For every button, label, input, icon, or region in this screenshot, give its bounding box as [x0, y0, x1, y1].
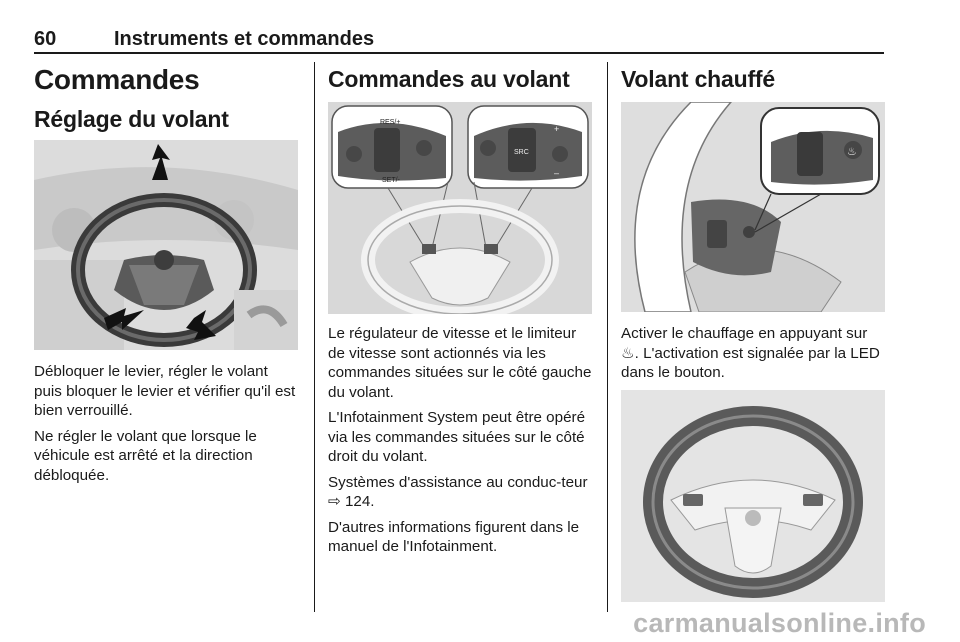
res-label: RES/+	[380, 119, 401, 126]
steering-adjust-illustration	[34, 140, 298, 350]
assistance-paragraph: Systèmes d'assistance au conduc-teur ⇨ 124.	[328, 473, 588, 510]
column-divider-1	[314, 62, 315, 612]
more-info-paragraph: D'autres informations figurent dans le manuel de l'Infotainment.	[328, 518, 580, 555]
col2-text	[328, 324, 594, 563]
heated-wheel-heading: Volant chauffé	[621, 66, 775, 92]
col1-text	[34, 362, 296, 491]
vol-plus-label: +	[554, 124, 560, 134]
src-label: SRC	[514, 149, 529, 156]
page-reference-icon: ⇨	[328, 492, 341, 510]
infotainment-paragraph: L'Infotainment System peut être opéré via les commandes situées sur le côté droit du volant.	[328, 409, 586, 465]
heated-wheel-icon: ♨	[621, 343, 635, 362]
steering-warning-paragraph: Ne régler le volant que lorsque le véhicule est arrêté et la direction débloquée.	[34, 427, 257, 484]
steering-unlock-paragraph: Débloquer le levier, régler le volant puis bloquer le levier et vérifier qu'il est bien verrouillé.	[34, 363, 296, 419]
heat-icon-zoom: ♨	[847, 145, 857, 158]
steering-adjust-heading: Réglage du volant	[34, 106, 229, 132]
page-number: 60	[34, 28, 57, 50]
main-heading: Commandes	[34, 64, 200, 95]
watermark: carmanualsonline.info	[633, 608, 926, 638]
col3-text	[621, 324, 889, 389]
column-divider-2	[607, 62, 608, 612]
steering-wheel-illustration	[621, 390, 885, 602]
section-title: Instruments et commandes	[114, 28, 375, 50]
cruise-control-paragraph: Le régulateur de vitesse et le limiteur de vitesse sont actionnés via les commandes situées sur le côté gauche du volant.	[328, 325, 592, 401]
heating-paragraph: Activer le chauffage en appuyant sur ♨. L'activation est signalée par la LED dans le bouton.	[621, 325, 880, 381]
heated-wheel-button-illustration	[621, 102, 885, 312]
header-rule	[34, 52, 884, 54]
wheel-controls-heading: Commandes au volant	[328, 66, 570, 92]
vol-minus-label: –	[554, 168, 560, 178]
set-label: SET/-	[382, 177, 400, 184]
wheel-controls-illustration	[328, 102, 592, 314]
